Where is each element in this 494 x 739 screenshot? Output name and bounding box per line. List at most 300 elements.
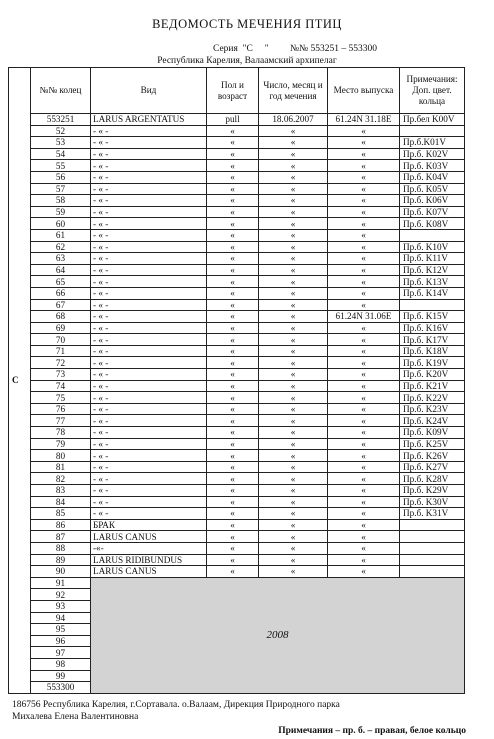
sex-age-cell: « <box>207 438 259 450</box>
species-cell: - « - <box>91 427 207 439</box>
column-header-notes: Примечания: Доп. цвет. кольца <box>400 68 465 114</box>
date-cell: « <box>259 357 328 369</box>
ring-number-cell: 87 <box>31 531 91 543</box>
species-cell: - « - <box>91 218 207 230</box>
table-row <box>9 427 465 439</box>
sex-age-cell: « <box>207 218 259 230</box>
ring-number-cell: 67 <box>31 299 91 311</box>
place-cell: « <box>328 438 400 450</box>
table-row <box>9 415 465 427</box>
document-title: ВЕДОМОСТЬ МЕЧЕНИЯ ПТИЦ <box>152 17 342 31</box>
date-cell: « <box>259 137 328 149</box>
date-cell: « <box>259 195 328 207</box>
note-cell: Пр.б. K13V <box>400 276 465 288</box>
species-cell: - « - <box>91 438 207 450</box>
sex-age-cell: « <box>207 171 259 183</box>
note-cell: Пр.б. K10V <box>400 241 465 253</box>
date-cell: « <box>259 450 328 462</box>
note-cell: Пр.б. K07V <box>400 206 465 218</box>
date-cell: « <box>259 183 328 195</box>
sex-age-cell: « <box>207 357 259 369</box>
species-cell: - « - <box>91 241 207 253</box>
table-row <box>9 438 465 450</box>
note-cell: Пр.б. K20V <box>400 369 465 381</box>
species-cell: - « - <box>91 450 207 462</box>
sex-age-cell: « <box>207 519 259 531</box>
sex-age-cell: « <box>207 450 259 462</box>
date-cell: « <box>259 299 328 311</box>
footer-note: Примечания – пр. б. – правая, белое кольцо <box>278 726 466 736</box>
place-cell: 61.24N 31.06E <box>328 311 400 323</box>
species-cell: - « - <box>91 287 207 299</box>
note-cell <box>400 531 465 543</box>
date-cell: « <box>259 461 328 473</box>
note-cell: Пр.б. K30V <box>400 496 465 508</box>
sex-age-cell: « <box>207 566 259 578</box>
note-cell: Пр.б. K28V <box>400 473 465 485</box>
species-cell: - « - <box>91 322 207 334</box>
table-row <box>9 287 465 299</box>
note-cell: Пр.б. K31V <box>400 508 465 520</box>
table-row <box>9 357 465 369</box>
place-cell: « <box>328 566 400 578</box>
place-cell: « <box>328 519 400 531</box>
note-cell: Пр.б. K09V <box>400 427 465 439</box>
species-cell: LARUS CANUS <box>91 531 207 543</box>
table-row <box>9 137 465 149</box>
ring-number-cell: 61 <box>31 229 91 241</box>
species-cell: - « - <box>91 137 207 149</box>
species-cell: БРАК <box>91 519 207 531</box>
note-cell <box>400 519 465 531</box>
ring-number-cell: 80 <box>31 450 91 462</box>
ring-number-cell: 73 <box>31 369 91 381</box>
place-cell: « <box>328 137 400 149</box>
ring-number-cell: 57 <box>31 183 91 195</box>
date-cell: « <box>259 485 328 497</box>
place-cell: « <box>328 554 400 566</box>
note-cell: Пр.б. K16V <box>400 322 465 334</box>
table-row <box>9 276 465 288</box>
table-row <box>9 241 465 253</box>
table-row <box>9 311 465 323</box>
ring-number-cell: 84 <box>31 496 91 508</box>
species-cell: LARUS ARGENTATUS <box>91 114 207 126</box>
date-cell: « <box>259 531 328 543</box>
species-cell: - « - <box>91 485 207 497</box>
note-cell: Пр.б. K17V <box>400 334 465 346</box>
ring-number-cell: 99 <box>31 670 91 682</box>
note-cell: Пр.б. K04V <box>400 171 465 183</box>
species-cell: - « - <box>91 148 207 160</box>
species-cell: - « - <box>91 171 207 183</box>
table-header-row <box>9 68 465 114</box>
sex-age-cell: « <box>207 311 259 323</box>
ring-number-cell: 78 <box>31 427 91 439</box>
place-cell: « <box>328 264 400 276</box>
sex-age-cell: « <box>207 392 259 404</box>
note-cell: Пр.б. K05V <box>400 183 465 195</box>
sex-age-cell: « <box>207 137 259 149</box>
species-cell: -«- <box>91 542 207 554</box>
sex-age-cell: « <box>207 148 259 160</box>
column-header-release-place: Место выпуска <box>328 68 400 114</box>
table-row <box>9 264 465 276</box>
place-cell: « <box>328 322 400 334</box>
species-cell: LARUS RIDIBUNDUS <box>91 554 207 566</box>
place-cell: « <box>328 403 400 415</box>
ring-number-cell: 64 <box>31 264 91 276</box>
species-cell: - « - <box>91 461 207 473</box>
table-row <box>9 322 465 334</box>
table-row <box>9 403 465 415</box>
ring-number-cell: 97 <box>31 647 91 659</box>
ring-number-cell: 553251 <box>31 114 91 126</box>
date-cell: « <box>259 160 328 172</box>
ring-number-cell: 55 <box>31 160 91 172</box>
species-cell: - « - <box>91 229 207 241</box>
place-cell: « <box>328 450 400 462</box>
table-row <box>9 380 465 392</box>
ring-number-cell: 66 <box>31 287 91 299</box>
sex-age-cell: « <box>207 427 259 439</box>
ring-number-cell: 91 <box>31 577 91 589</box>
ring-number-cell: 76 <box>31 403 91 415</box>
table-row <box>9 531 465 543</box>
place-cell: « <box>328 206 400 218</box>
sex-age-cell: « <box>207 206 259 218</box>
ring-number-cell: 82 <box>31 473 91 485</box>
sex-age-cell: « <box>207 183 259 195</box>
sex-age-cell: « <box>207 531 259 543</box>
note-cell <box>400 566 465 578</box>
table-row <box>9 519 465 531</box>
date-cell: « <box>259 473 328 485</box>
place-cell: « <box>328 427 400 439</box>
note-cell <box>400 542 465 554</box>
sex-age-cell: « <box>207 380 259 392</box>
date-cell: « <box>259 148 328 160</box>
species-cell: - « - <box>91 125 207 137</box>
date-cell: « <box>259 496 328 508</box>
species-cell: - « - <box>91 311 207 323</box>
place-cell: « <box>328 299 400 311</box>
table-row <box>9 461 465 473</box>
sex-age-cell: « <box>207 241 259 253</box>
place-cell: « <box>328 241 400 253</box>
column-header-species: Вид <box>91 68 207 114</box>
date-cell: « <box>259 415 328 427</box>
table-row <box>9 299 465 311</box>
sex-age-cell: « <box>207 160 259 172</box>
series-line: Серия "С " №№ 553251 – 553300 <box>213 44 377 54</box>
date-cell: « <box>259 322 328 334</box>
note-cell: Пр.б. K27V <box>400 461 465 473</box>
note-cell: Пр.б. K12V <box>400 264 465 276</box>
footer-person: Михалева Елена Валентиновна <box>12 712 139 722</box>
column-header-sex-age: Пол и возраст <box>207 68 259 114</box>
species-cell: - « - <box>91 183 207 195</box>
sex-age-cell: « <box>207 276 259 288</box>
note-cell: Пр.б. K19V <box>400 357 465 369</box>
sex-age-cell: « <box>207 334 259 346</box>
species-cell: - « - <box>91 195 207 207</box>
column-header-date: Число, месяц и год мечения <box>259 68 328 114</box>
note-cell: Пр.б. K06V <box>400 195 465 207</box>
species-cell: - « - <box>91 473 207 485</box>
species-cell: - « - <box>91 415 207 427</box>
table-row <box>9 206 465 218</box>
note-cell <box>400 125 465 137</box>
ring-number-cell: 70 <box>31 334 91 346</box>
place-cell: « <box>328 542 400 554</box>
place-cell: « <box>328 485 400 497</box>
ring-number-cell: 71 <box>31 345 91 357</box>
footer-address: 186756 Республика Карелия, г.Сортавала. о.Валаам, Дирекция Природного парка <box>12 700 340 710</box>
note-cell: Пр.б. K22V <box>400 392 465 404</box>
date-cell: « <box>259 438 328 450</box>
species-cell: - « - <box>91 380 207 392</box>
ring-number-cell: 95 <box>31 624 91 636</box>
table-row-empty <box>9 577 465 589</box>
ring-number-cell: 56 <box>31 171 91 183</box>
column-header-ring-numbers: №№ колец <box>31 68 91 114</box>
table-row <box>9 566 465 578</box>
note-cell: Пр.б. K03V <box>400 160 465 172</box>
note-cell: Пр.б. K02V <box>400 148 465 160</box>
ring-number-cell: 92 <box>31 589 91 601</box>
table-row <box>9 148 465 160</box>
sex-age-cell: « <box>207 461 259 473</box>
sex-age-cell: « <box>207 508 259 520</box>
ring-number-cell: 79 <box>31 438 91 450</box>
sex-age-cell: « <box>207 287 259 299</box>
ring-number-cell: 60 <box>31 218 91 230</box>
place-cell: « <box>328 531 400 543</box>
sex-age-cell: pull <box>207 114 259 126</box>
sex-age-cell: « <box>207 496 259 508</box>
note-cell: Пр.б. K21V <box>400 380 465 392</box>
note-cell <box>400 299 465 311</box>
date-cell: « <box>259 427 328 439</box>
ring-number-cell: 65 <box>31 276 91 288</box>
ring-number-cell: 85 <box>31 508 91 520</box>
place-cell: « <box>328 160 400 172</box>
sex-age-cell: « <box>207 369 259 381</box>
table-row <box>9 345 465 357</box>
place-cell: « <box>328 415 400 427</box>
table-row <box>9 183 465 195</box>
ring-number-cell: 72 <box>31 357 91 369</box>
ring-number-cell: 59 <box>31 206 91 218</box>
note-cell: Пр.б. K24V <box>400 415 465 427</box>
table-row <box>9 473 465 485</box>
place-cell: « <box>328 287 400 299</box>
ring-number-cell: 62 <box>31 241 91 253</box>
ring-number-cell: 58 <box>31 195 91 207</box>
ring-number-cell: 90 <box>31 566 91 578</box>
date-cell: « <box>259 229 328 241</box>
place-cell: « <box>328 380 400 392</box>
table-row <box>9 195 465 207</box>
species-cell: - « - <box>91 276 207 288</box>
note-cell: Пр.б. K25V <box>400 438 465 450</box>
sex-age-cell: « <box>207 554 259 566</box>
sex-age-cell: « <box>207 485 259 497</box>
note-cell: Пр.б. K11V <box>400 253 465 265</box>
place-cell: « <box>328 218 400 230</box>
note-cell: Пр.бел K00V <box>400 114 465 126</box>
species-cell: - « - <box>91 206 207 218</box>
date-cell: « <box>259 542 328 554</box>
date-cell: « <box>259 241 328 253</box>
note-cell: Пр.б. K18V <box>400 345 465 357</box>
unused-block-year-mark: 2008 <box>91 577 465 693</box>
place-cell: « <box>328 253 400 265</box>
ring-number-cell: 83 <box>31 485 91 497</box>
date-cell: « <box>259 287 328 299</box>
table-row <box>9 554 465 566</box>
note-cell: Пр.б. K14V <box>400 287 465 299</box>
sex-age-cell: « <box>207 253 259 265</box>
ring-number-cell: 93 <box>31 600 91 612</box>
species-cell: - « - <box>91 496 207 508</box>
table-row <box>9 160 465 172</box>
sex-age-cell: « <box>207 125 259 137</box>
place-cell: « <box>328 496 400 508</box>
table-row <box>9 496 465 508</box>
date-cell: « <box>259 206 328 218</box>
species-cell: - « - <box>91 299 207 311</box>
table-row <box>9 485 465 497</box>
note-cell <box>400 229 465 241</box>
table-row <box>9 508 465 520</box>
species-cell: - « - <box>91 403 207 415</box>
ring-number-cell: 553300 <box>31 682 91 694</box>
date-cell: « <box>259 392 328 404</box>
date-cell: « <box>259 171 328 183</box>
sex-age-cell: « <box>207 299 259 311</box>
place-cell: « <box>328 473 400 485</box>
date-cell: « <box>259 566 328 578</box>
ring-number-cell: 98 <box>31 658 91 670</box>
place-cell: « <box>328 369 400 381</box>
sex-age-cell: « <box>207 473 259 485</box>
ring-number-cell: 96 <box>31 635 91 647</box>
table-row <box>9 218 465 230</box>
ring-number-cell: 54 <box>31 148 91 160</box>
place-cell: « <box>328 508 400 520</box>
table-row <box>9 369 465 381</box>
ring-number-cell: 63 <box>31 253 91 265</box>
note-cell: Пр.б.K01V <box>400 137 465 149</box>
ring-number-cell: 94 <box>31 612 91 624</box>
species-cell: LARUS CANUS <box>91 566 207 578</box>
sex-age-cell: « <box>207 195 259 207</box>
date-cell: 18.06.2007 <box>259 114 328 126</box>
species-cell: - « - <box>91 334 207 346</box>
table-row <box>9 229 465 241</box>
species-cell: - « - <box>91 357 207 369</box>
place-cell: « <box>328 334 400 346</box>
sex-age-cell: « <box>207 264 259 276</box>
series-letter-cell: С <box>9 68 31 694</box>
table-row <box>9 114 465 126</box>
note-cell: Пр.б. K15V <box>400 311 465 323</box>
date-cell: « <box>259 380 328 392</box>
table-row <box>9 253 465 265</box>
date-cell: « <box>259 508 328 520</box>
ring-number-cell: 53 <box>31 137 91 149</box>
date-cell: « <box>259 519 328 531</box>
place-cell: « <box>328 357 400 369</box>
region-line: Республика Карелия, Валаамский архипелаг <box>157 56 337 66</box>
date-cell: « <box>259 125 328 137</box>
date-cell: « <box>259 345 328 357</box>
species-cell: - « - <box>91 264 207 276</box>
place-cell: « <box>328 392 400 404</box>
date-cell: « <box>259 369 328 381</box>
table-row <box>9 334 465 346</box>
table-row <box>9 450 465 462</box>
place-cell: 61.24N 31.18E <box>328 114 400 126</box>
date-cell: « <box>259 276 328 288</box>
ring-number-cell: 81 <box>31 461 91 473</box>
ring-number-cell: 75 <box>31 392 91 404</box>
species-cell: - « - <box>91 369 207 381</box>
sex-age-cell: « <box>207 415 259 427</box>
ring-number-cell: 86 <box>31 519 91 531</box>
place-cell: « <box>328 183 400 195</box>
note-cell: Пр.б. K29V <box>400 485 465 497</box>
ring-number-cell: 77 <box>31 415 91 427</box>
note-cell: Пр.б. K26V <box>400 450 465 462</box>
sex-age-cell: « <box>207 345 259 357</box>
table-row <box>9 171 465 183</box>
species-cell: - « - <box>91 345 207 357</box>
sex-age-cell: « <box>207 403 259 415</box>
place-cell: « <box>328 345 400 357</box>
place-cell: « <box>328 125 400 137</box>
place-cell: « <box>328 148 400 160</box>
ring-number-cell: 68 <box>31 311 91 323</box>
note-cell <box>400 554 465 566</box>
sex-age-cell: « <box>207 322 259 334</box>
date-cell: « <box>259 253 328 265</box>
place-cell: « <box>328 276 400 288</box>
species-cell: - « - <box>91 253 207 265</box>
table-row <box>9 125 465 137</box>
date-cell: « <box>259 311 328 323</box>
place-cell: « <box>328 229 400 241</box>
date-cell: « <box>259 403 328 415</box>
note-cell: Пр.б. K23V <box>400 403 465 415</box>
species-cell: - « - <box>91 392 207 404</box>
place-cell: « <box>328 171 400 183</box>
ringing-table <box>8 67 465 694</box>
ring-number-cell: 69 <box>31 322 91 334</box>
date-cell: « <box>259 334 328 346</box>
species-cell: - « - <box>91 508 207 520</box>
place-cell: « <box>328 461 400 473</box>
species-cell: - « - <box>91 160 207 172</box>
ring-number-cell: 52 <box>31 125 91 137</box>
table-row <box>9 542 465 554</box>
date-cell: « <box>259 264 328 276</box>
date-cell: « <box>259 218 328 230</box>
ring-number-cell: 74 <box>31 380 91 392</box>
sex-age-cell: « <box>207 542 259 554</box>
